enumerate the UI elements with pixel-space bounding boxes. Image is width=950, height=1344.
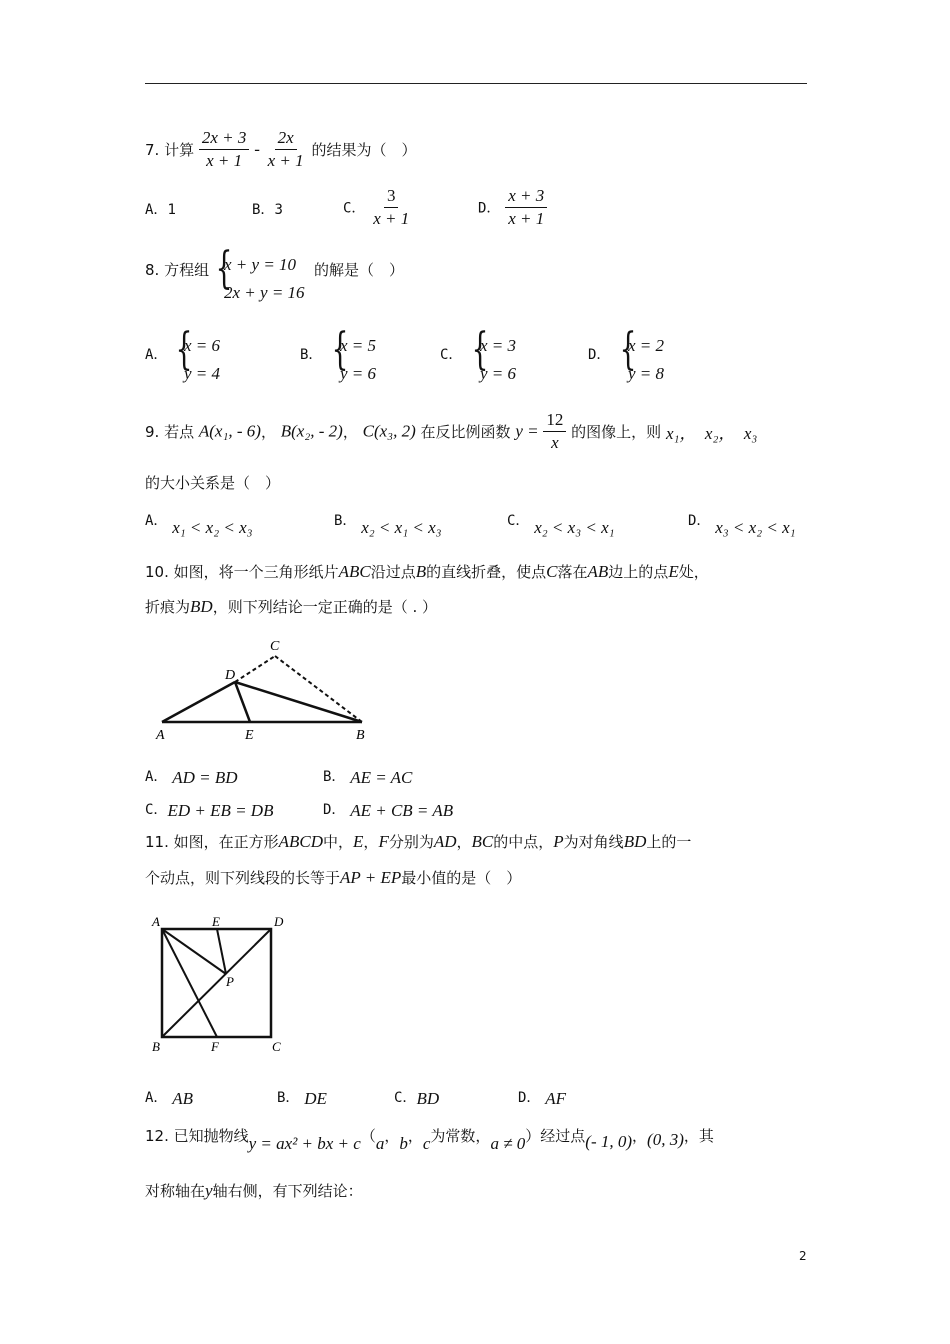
segment-af [162, 929, 217, 1037]
q9-option-d[interactable]: D． x₃ < x₂ < x₁ [688, 513, 796, 537]
q11-square-figure [148, 912, 293, 1057]
label-b: B [356, 728, 365, 743]
q9-stem: 9. 若点 A(x₁, - 6)， B(x₂, - 2)， C(x₃, 2) 在反比例函数 y = $\frac{12}{x}$ 的图像上，则 x₁， x₂， x₃ [145, 410, 758, 452]
segment-cb-dashed [275, 656, 362, 722]
left-brace-icon: { [471, 324, 489, 375]
label-f: F [211, 1039, 219, 1054]
q10-stem-line2: 折痕为BD，则下列结论一定正确的是（ . ） [145, 597, 437, 616]
q8-option-c[interactable]: { x = 3 y = 6 [471, 324, 517, 383]
q7-minus: - [254, 139, 260, 159]
q12-stem-line2: 对称轴在y轴右侧，有下列结论： [145, 1181, 363, 1200]
segment-ep [217, 929, 226, 974]
q10-option-b[interactable]: B． AE = AC [323, 768, 413, 787]
label-b: B [152, 1039, 160, 1054]
label-c: C [270, 639, 280, 654]
header-rule [145, 83, 807, 84]
label-e: E [245, 728, 254, 743]
q8-equation-2: 2x + y = 16 [224, 283, 305, 302]
page-number: 2 [799, 1249, 807, 1263]
label-p: P [226, 974, 234, 989]
label-a: A [156, 728, 165, 743]
q11-stem-line2: 个动点，则下列线段的长等于AP + EP最小值的是（ ） [145, 868, 522, 887]
q7-stem [145, 127, 416, 172]
label-c: C [272, 1039, 281, 1054]
q10-option-d[interactable]: D． AE + CB = AB [323, 801, 454, 820]
left-brace-icon: { [619, 324, 637, 375]
q7-fraction-1: $\frac{2x + 3}{x + 1}$ [199, 127, 250, 172]
q9-point-b: B(x₂, - 2) [280, 421, 343, 441]
q7-option-b[interactable]: B．3 [252, 202, 283, 218]
q10-option-c[interactable]: C．ED + EB = DB [145, 801, 274, 820]
q7-fraction-2: $\frac{2x}{x + 1}$ [267, 128, 304, 170]
q9-option-c[interactable]: C． x₂ < x₃ < x₁ [507, 513, 615, 537]
label-d: D [225, 668, 236, 683]
q7-option-d[interactable]: D． $\frac{x + 3}{x + 1}$ [478, 185, 547, 230]
q7-option-c[interactable]: C． $\frac{3}{x + 1}$ [343, 186, 410, 228]
segment-db [235, 682, 362, 722]
q9-function-fraction: $\frac{12}{x}$ [543, 409, 566, 454]
q11-option-a[interactable]: A． AB [145, 1089, 193, 1108]
left-brace-icon: { [175, 324, 193, 375]
q9-line2: 的大小关系是（ ） [145, 474, 281, 492]
q11-option-b[interactable]: B． DE [277, 1089, 327, 1108]
q8-option-b[interactable]: { x = 5 y = 6 [331, 324, 377, 383]
q9-option-b[interactable]: B． x₂ < x₁ < x₃ [334, 513, 442, 537]
q8-option-d[interactable]: { x = 2 y = 8 [619, 324, 665, 383]
q8-option-c-key[interactable]: C． [440, 347, 463, 363]
q8-option-a-key[interactable]: A． [145, 347, 168, 363]
q9-point-a: A(x₁, - 6) [198, 421, 261, 441]
label-e: E [212, 914, 220, 929]
segment-ap [162, 929, 226, 974]
q7-tail: 的结果为（ ） [311, 141, 417, 159]
q11-stem-line1: 11. 如图，在正方形ABCD中，E，F分别为AD，BC的中点，P为对角线BD上的一 [145, 832, 692, 851]
q7-option-a[interactable]: A．1 [145, 202, 176, 218]
q8-option-a[interactable]: { x = 6 y = 4 [175, 324, 221, 383]
q8-equation-1: x + y = 10 [224, 255, 297, 274]
diagonal-bd [162, 929, 271, 1037]
q10-triangle-figure [150, 632, 380, 747]
left-brace-icon: { [215, 243, 233, 294]
segment-dc-dashed [235, 656, 275, 682]
q10-stem-line1: 10. 如图，将一个三角形纸片ABC沿过点B的直线折叠，使点C落在AB边上的点E处， [145, 562, 709, 581]
q8-equation-system [210, 243, 310, 307]
q11-option-c[interactable]: C．BD [394, 1089, 440, 1108]
q9-option-a[interactable]: A． x₁ < x₂ < x₃ [145, 513, 253, 537]
q8-tail: 的解是（ ） [314, 261, 405, 279]
label-d: D [274, 914, 284, 929]
label-a: A [152, 914, 160, 929]
left-brace-icon: { [331, 324, 349, 375]
q11-option-d[interactable]: D． AF [518, 1089, 566, 1108]
q8-option-d-key[interactable]: D． [588, 347, 611, 363]
q9-point-c: C(x₃, 2) [362, 421, 416, 441]
q12-stem-line1: 12. 已知抛物线y = ax² + bx + c（a，b，c为常数，a ≠ 0）经过点(- 1, 0)，(0, 3)，其 [145, 1127, 714, 1153]
q8-option-b-key[interactable]: B． [300, 347, 323, 363]
q7-label: 7. 计算 [145, 141, 195, 159]
segment-ad [162, 682, 235, 722]
segment-de [235, 682, 250, 722]
q10-option-a[interactable]: A． AD = BD [145, 768, 238, 787]
q8-label: 8. 方程组 [145, 261, 210, 279]
